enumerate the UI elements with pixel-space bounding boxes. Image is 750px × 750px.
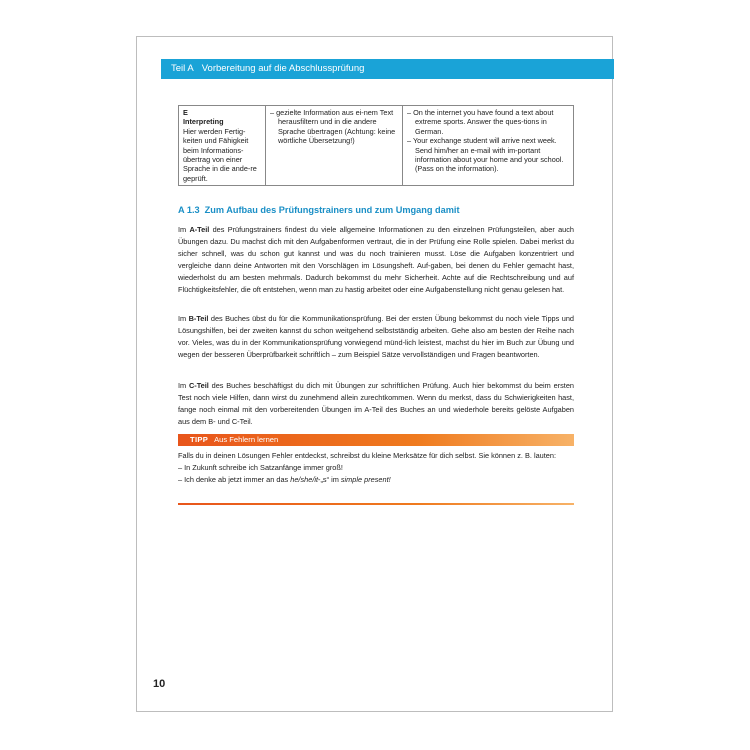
chapter-part: Teil A — [171, 63, 194, 74]
chapter-title: Vorbereitung auf die Abschlussprüfung — [201, 63, 365, 74]
paragraph-text: Im — [178, 314, 189, 323]
paragraph-keyword: B-Teil — [188, 314, 209, 323]
tip-text: -„s“ im — [318, 474, 341, 484]
competence-letter: E — [183, 108, 188, 117]
competence-heading: Interpreting — [183, 117, 224, 127]
tip-example-line — [178, 474, 574, 486]
section-heading — [178, 205, 578, 215]
competence-table — [178, 105, 574, 186]
tip-title: Aus Fehlern lernen — [214, 435, 279, 444]
table-cell-examples — [403, 106, 574, 186]
example-item: – On the internet you have found a text about extreme sports. Answer the ques-tions in German. — [407, 108, 554, 136]
paragraph-text: Im — [178, 225, 190, 234]
paragraph-keyword: C-Teil — [188, 381, 209, 390]
paragraph-text: des Buches übst du für die Kommunikationsprüfung. Bei der ersten Übung bekommst du noch viele Tipps und Lösungshilfen, bei der zweiten kannst du schon weitgehend selbstständig arbeiten. Gehe also am besten der Reihe nach vor. Vieles, was du in der Kommunikationsprüfung vorwiegend münd-lich leistest, machst du hier im Buch zur Übung und wegen der besseren Überprüfbarkeit schriftlich – zum Beispiel Sätze vervollständigen und Fragen beantworten. — [178, 314, 574, 359]
tip-intro: Falls du in deinen Lösungen Fehler entdeckst, schreibst du kleine Merksätze für dich selbst. Sie können z. B. lauten: — [178, 451, 557, 460]
tip-label: TIPP — [190, 435, 209, 444]
tip-text: – Ich denke ab jetzt immer an das — [178, 474, 291, 484]
skill-item: – gezielte Information aus ei-nem Text herausfiltern und in die andere Sprache übertragen (Achtung: keine wörtliche Übersetzung!) — [270, 108, 396, 146]
competence-description: Hier werden Fertig-keiten und Fähigkeit beim Informations-übertrag von einer Sprache in die ande-re geprüft. — [183, 126, 257, 183]
paragraph-c-part — [178, 380, 574, 428]
example-item: – Your exchange student will arrive next week. Send him/her an e-mail with im-portant information about your home and your school. (Pass on the information). — [407, 136, 564, 174]
tip-box — [178, 450, 574, 486]
paragraph-text: Im — [178, 381, 189, 390]
tip-example-line: – In Zukunft schreibe ich Satzanfänge immer groß! — [178, 462, 343, 472]
paragraph-keyword: A-Teil — [189, 225, 210, 234]
tip-bottom-rule — [178, 503, 574, 505]
page-number: 10 — [153, 678, 166, 690]
section-title: Zum Aufbau des Prüfungstrainers und zum Umgang damit — [204, 205, 460, 215]
chapter-header-bar — [161, 59, 614, 79]
document-page — [136, 36, 613, 712]
section-number: A 1.3 — [178, 205, 200, 215]
table-row — [179, 106, 574, 186]
paragraph-a-part — [178, 224, 574, 295]
paragraph-b-part — [178, 313, 574, 361]
tip-header-bar — [178, 434, 574, 446]
tip-italic: he/she/it — [290, 474, 319, 484]
paragraph-text: des Buches beschäftigst du dich mit Übungen zur schriftlichen Prüfung. Auch hier bekommst du beim ersten Test noch viele Hilfen, dann wirst du zunehmend allein zurechtkommen. Wenn du merkst, dass du Schwierigkeiten hast, fange noch einmal mit den vorbereitenden Übungen im A-Teil des Buches an und wiederhole bereits gelöste Aufgaben aus dem B- und C-Teil. — [178, 381, 575, 426]
tip-italic: simple present! — [340, 474, 391, 484]
table-cell-skills — [266, 106, 403, 186]
paragraph-text: des Prüfungstrainers findest du viele allgemeine Informationen zu den einzelnen Prüfungsteilen, aber auch Übungen dazu. Du machst dich mit den Aufgabenformen vertraut, die in der Prüfung eine Rolle spielen. Dabei merkst du sicher schnell, was du schon gut kannst und was du noch trainieren musst. Löse die Aufgaben konzentriert und vergleiche dann deine Antworten mit den Vorschlägen im Lösungsheft. Auf-gaben, bei denen du Fehler gemacht hast, wiederholst du am besten mehrmals. Dadurch bekommst du mehr Sicherheit. Achte auf die Rechtschreibung und auf Flüchtigkeitsfehler, die oft entstehen, wenn man zu hastig arbeitet oder eine Aufgabenstellung nicht genau gelesen hat. — [178, 225, 574, 294]
table-cell-competence — [179, 106, 266, 186]
